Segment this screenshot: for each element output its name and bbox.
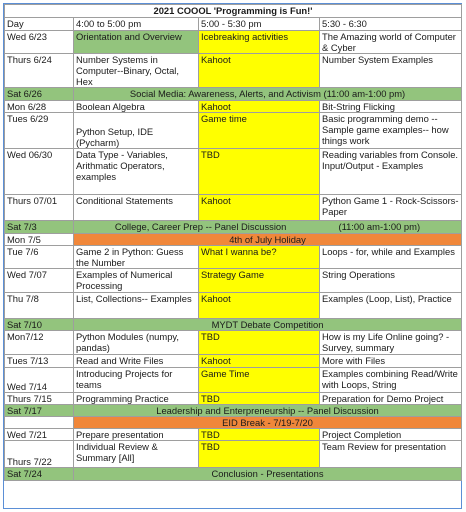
day-cell: Sat 7/17 [5,405,74,417]
session-cell: How is my Life Online going? - Survey, summary [320,331,462,355]
schedule-sheet [3,3,462,509]
session-cell: Prepare presentation [74,429,199,441]
day-cell: Wed 7/07 [5,269,74,293]
session-cell: Preparation for Demo Project [320,393,462,405]
day-cell: Tues 6/29 [5,113,74,149]
session-cell: String Operations [320,269,462,293]
day-cell: Thurs 7/22 [5,441,74,468]
session-cell: Project Completion [320,429,462,441]
activity-cell: Game time [199,113,320,149]
activity-cell: What I wanna be? [199,246,320,269]
table-row [5,113,462,149]
session-cell: Read and Write Files [74,355,199,368]
header-row [5,18,462,31]
session-cell: Data Type - Variables, Arithmatic Operators, examples [74,149,199,195]
session-cell: Individual Review & Summary [All] [74,441,199,468]
session-cell: Team Review for presentation [320,441,462,468]
session-cell: Bit-String Flicking [320,101,462,113]
holiday-row [5,234,462,246]
table-row [5,355,462,368]
banner-row [5,221,462,234]
table-row [5,149,462,195]
session-cell: Python Setup, IDE (Pycharm) [74,113,199,149]
session-cell: Game 2 in Python: Guess the Number [74,246,199,269]
banner-row [5,319,462,331]
banner-cell: Social Media: Awareness, Alerts, and Activism (11:00 am-1:00 pm) [74,88,462,101]
table-row [5,368,462,393]
session-cell: Number System Examples [320,54,462,88]
session-cell: Conditional Statements [74,195,199,221]
day-cell: Wed 7/21 [5,429,74,441]
banner-row [5,405,462,417]
header-slot-2: 5:00 - 5:30 pm [199,18,320,31]
day-cell: Mon 6/28 [5,101,74,113]
banner-cell: College, Career Prep -- Panel Discussion (11:00 am-1:00 pm) [74,221,462,234]
table-row [5,441,462,468]
banner-row [5,88,462,101]
table-row [5,429,462,441]
schedule-table [4,4,462,481]
schedule-title: 2021 COOOL 'Programming is Fun!' [5,5,462,18]
day-cell: Sat 7/10 [5,319,74,331]
banner-row [5,468,462,481]
session-cell: Examples of Numerical Processing [74,269,199,293]
table-row [5,195,462,221]
activity-cell: TBD [199,441,320,468]
session-cell: List, Collections-- Examples [74,293,199,319]
title-row [5,5,462,18]
day-cell: Thurs 6/24 [5,54,74,88]
session-cell: Boolean Algebra [74,101,199,113]
session-cell: Examples (Loop, List), Practice [320,293,462,319]
session-cell: Reading variables from Console. Input/Output - Examples [320,149,462,195]
table-row [5,269,462,293]
activity-cell: TBD [199,429,320,441]
header-slot-1: 4:00 to 5:00 pm [74,18,199,31]
activity-cell: TBD [199,149,320,195]
banner-cell: Leadership and Enterpreneurship -- Panel Discussion [74,405,462,417]
table-row [5,393,462,405]
session-cell: More with Files [320,355,462,368]
activity-cell: Icebreaking activities [199,31,320,54]
day-cell: Thu 7/8 [5,293,74,319]
activity-cell: TBD [199,331,320,355]
header-day: Day [5,18,74,31]
table-row [5,246,462,269]
session-cell: Loops - for, while and Examples [320,246,462,269]
activity-cell: Strategy Game [199,269,320,293]
session-cell: Basic programming demo -- Sample game examples-- how things work [320,113,462,149]
day-cell: Tue 7/6 [5,246,74,269]
activity-cell: Kahoot [199,54,320,88]
session-cell: Number Systems in Computer--Binary, Octal, Hex [74,54,199,88]
day-cell: Thurs 07/01 [5,195,74,221]
session-cell: Introducing Projects for teams [74,368,199,393]
banner-cell: Conclusion - Presentations [74,468,462,481]
session-cell: Programming Practice [74,393,199,405]
holiday-row [5,417,462,429]
day-cell: Sat 7/3 [5,221,74,234]
activity-cell: Kahoot [199,293,320,319]
activity-cell: Game Time [199,368,320,393]
holiday-cell: 4th of July Holiday [74,234,462,246]
day-cell: Thurs 7/15 [5,393,74,405]
day-cell: Wed 7/14 [5,368,74,393]
day-cell: Sat 7/24 [5,468,74,481]
session-cell: The Amazing world of Computer & Cyber [320,31,462,54]
day-cell: Mon 7/5 [5,234,74,246]
table-row [5,54,462,88]
session-cell: Python Modules (numpy, pandas) [74,331,199,355]
holiday-cell: EID Break - 7/19-7/20 [74,417,462,429]
session-cell: Orientation and Overview [74,31,199,54]
table-row [5,101,462,113]
day-cell: Tues 7/13 [5,355,74,368]
activity-cell: Kahoot [199,195,320,221]
day-cell: Wed 06/30 [5,149,74,195]
session-cell: Examples combining Read/Write with Loops, String [320,368,462,393]
day-cell: Mon7/12 [5,331,74,355]
banner-cell: MYDT Debate Competition [74,319,462,331]
table-row [5,331,462,355]
header-slot-3: 5:30 - 6:30 [320,18,462,31]
activity-cell: Kahoot [199,101,320,113]
day-cell: Wed 6/23 [5,31,74,54]
activity-cell: TBD [199,393,320,405]
day-cell [5,417,74,429]
table-row [5,31,462,54]
table-row [5,293,462,319]
day-cell: Sat 6/26 [5,88,74,101]
activity-cell: Kahoot [199,355,320,368]
session-cell: Python Game 1 - Rock-Scissors-Paper [320,195,462,221]
